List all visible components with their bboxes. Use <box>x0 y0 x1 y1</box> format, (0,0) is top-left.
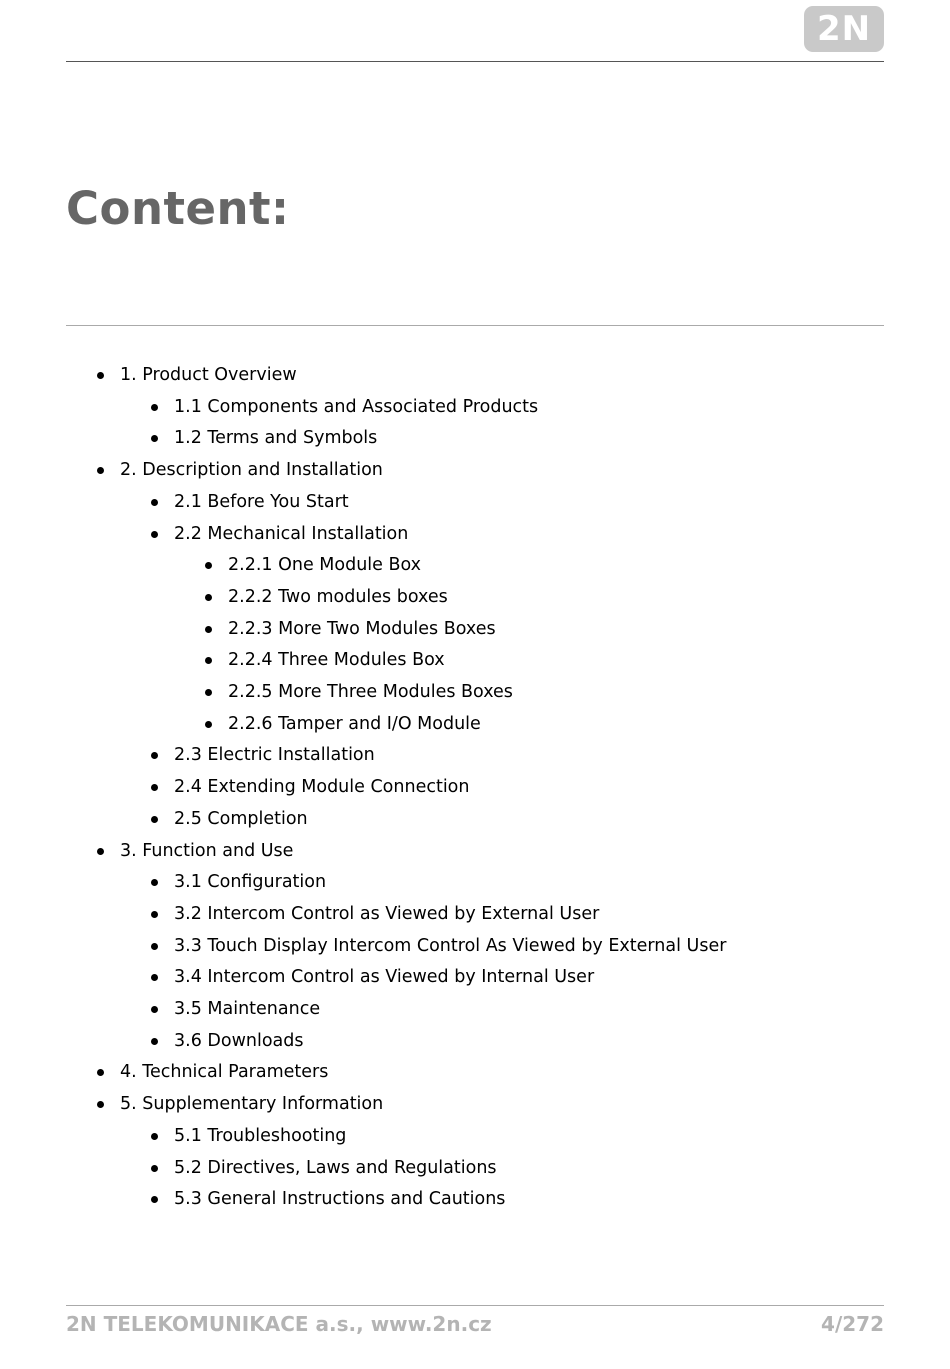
toc-link-label: 4. Technical Parameters <box>120 1062 329 1083</box>
bullet-icon <box>151 911 158 918</box>
toc-link-label: 2.2.1 One Module Box <box>228 555 422 576</box>
toc-link-label: 3.3 Touch Display Intercom Control As Viewed by External User <box>174 935 727 956</box>
toc-link-label: 2. Description and Installation <box>120 460 383 481</box>
bullet-icon <box>205 562 212 569</box>
toc-link-label: 2.2.5 More Three Modules Boxes <box>228 682 513 702</box>
bullet-icon <box>151 974 158 981</box>
footer-divider <box>66 1305 884 1306</box>
footer-company: 2N TELEKOMUNIKACE a.s., www.2n.cz <box>66 1312 492 1336</box>
header-divider <box>66 61 884 62</box>
toc-link-label: 2.3 Electric Installation <box>174 745 375 766</box>
bullet-icon <box>151 499 158 506</box>
toc-link-label: 5.2 Directives, Laws and Regulations <box>174 1157 497 1178</box>
toc-link-label: 3.1 Configuration <box>174 872 327 893</box>
bullet-icon <box>151 1006 158 1013</box>
toc-link-label: 2.2.2 Two modules boxes <box>228 586 448 607</box>
bullet-icon <box>151 404 158 411</box>
toc-link-label: 3. Function and Use <box>120 840 294 861</box>
bullet-icon <box>151 1196 158 1203</box>
toc-link-label: 2.2 Mechanical Installation <box>174 523 409 544</box>
toc-link-label: 5.1 Troubleshooting <box>174 1125 347 1146</box>
bullet-icon <box>151 435 158 442</box>
bullet-icon <box>151 1133 158 1140</box>
bullet-icon <box>151 752 158 759</box>
bullet-icon <box>205 657 212 664</box>
bullet-icon <box>97 1069 104 1076</box>
toc-link-label: 5. Supplementary Information <box>120 1094 384 1115</box>
toc-link-label: 3.4 Intercom Control as Viewed by Internal User <box>174 967 595 988</box>
bullet-icon <box>97 372 104 379</box>
bullet-icon <box>151 943 158 950</box>
brand-logo <box>804 6 884 52</box>
bullet-icon <box>205 689 212 696</box>
toc-link-label: 3.2 Intercom Control as Viewed by External User <box>174 903 600 924</box>
toc-link-label: 2.2.6 Tamper and I/O Module <box>228 713 481 734</box>
toc-link-label: 2.4 Extending Module Connection <box>174 777 470 798</box>
bullet-icon <box>151 816 158 823</box>
bullet-icon <box>151 784 158 791</box>
title-divider <box>66 325 884 326</box>
toc-link-label: 2.5 Completion <box>174 808 308 829</box>
bullet-icon <box>151 1165 158 1172</box>
bullet-icon <box>205 721 212 728</box>
toc-link-label: 1. Product Overview <box>120 365 297 385</box>
bullet-icon <box>151 1038 158 1045</box>
toc-link-label: 3.6 Downloads <box>174 1030 304 1051</box>
toc-link-label: 5.3 General Instructions and Cautions <box>174 1189 506 1210</box>
bullet-icon <box>151 531 158 538</box>
bullet-icon <box>97 467 104 474</box>
toc-link-label: 1.1 Components and Associated Products <box>174 396 539 417</box>
toc-link-label: 2.1 Before You Start <box>174 491 349 512</box>
footer-page-number: 4/272 <box>821 1312 884 1336</box>
logo-text: 2N <box>816 9 872 49</box>
toc-link-label: 2.2.3 More Two Modules Boxes <box>228 618 496 639</box>
bullet-icon <box>97 848 104 855</box>
bullet-icon <box>97 1101 104 1108</box>
toc-link-label: 3.5 Maintenance <box>174 999 321 1019</box>
bullet-icon <box>151 879 158 886</box>
page-title: Content: <box>66 182 290 235</box>
bullet-icon <box>205 594 212 601</box>
toc-link-label: 2.2.4 Three Modules Box <box>228 650 445 671</box>
bullet-icon <box>205 626 212 633</box>
toc-link-label: 1.2 Terms and Symbols <box>174 428 378 449</box>
